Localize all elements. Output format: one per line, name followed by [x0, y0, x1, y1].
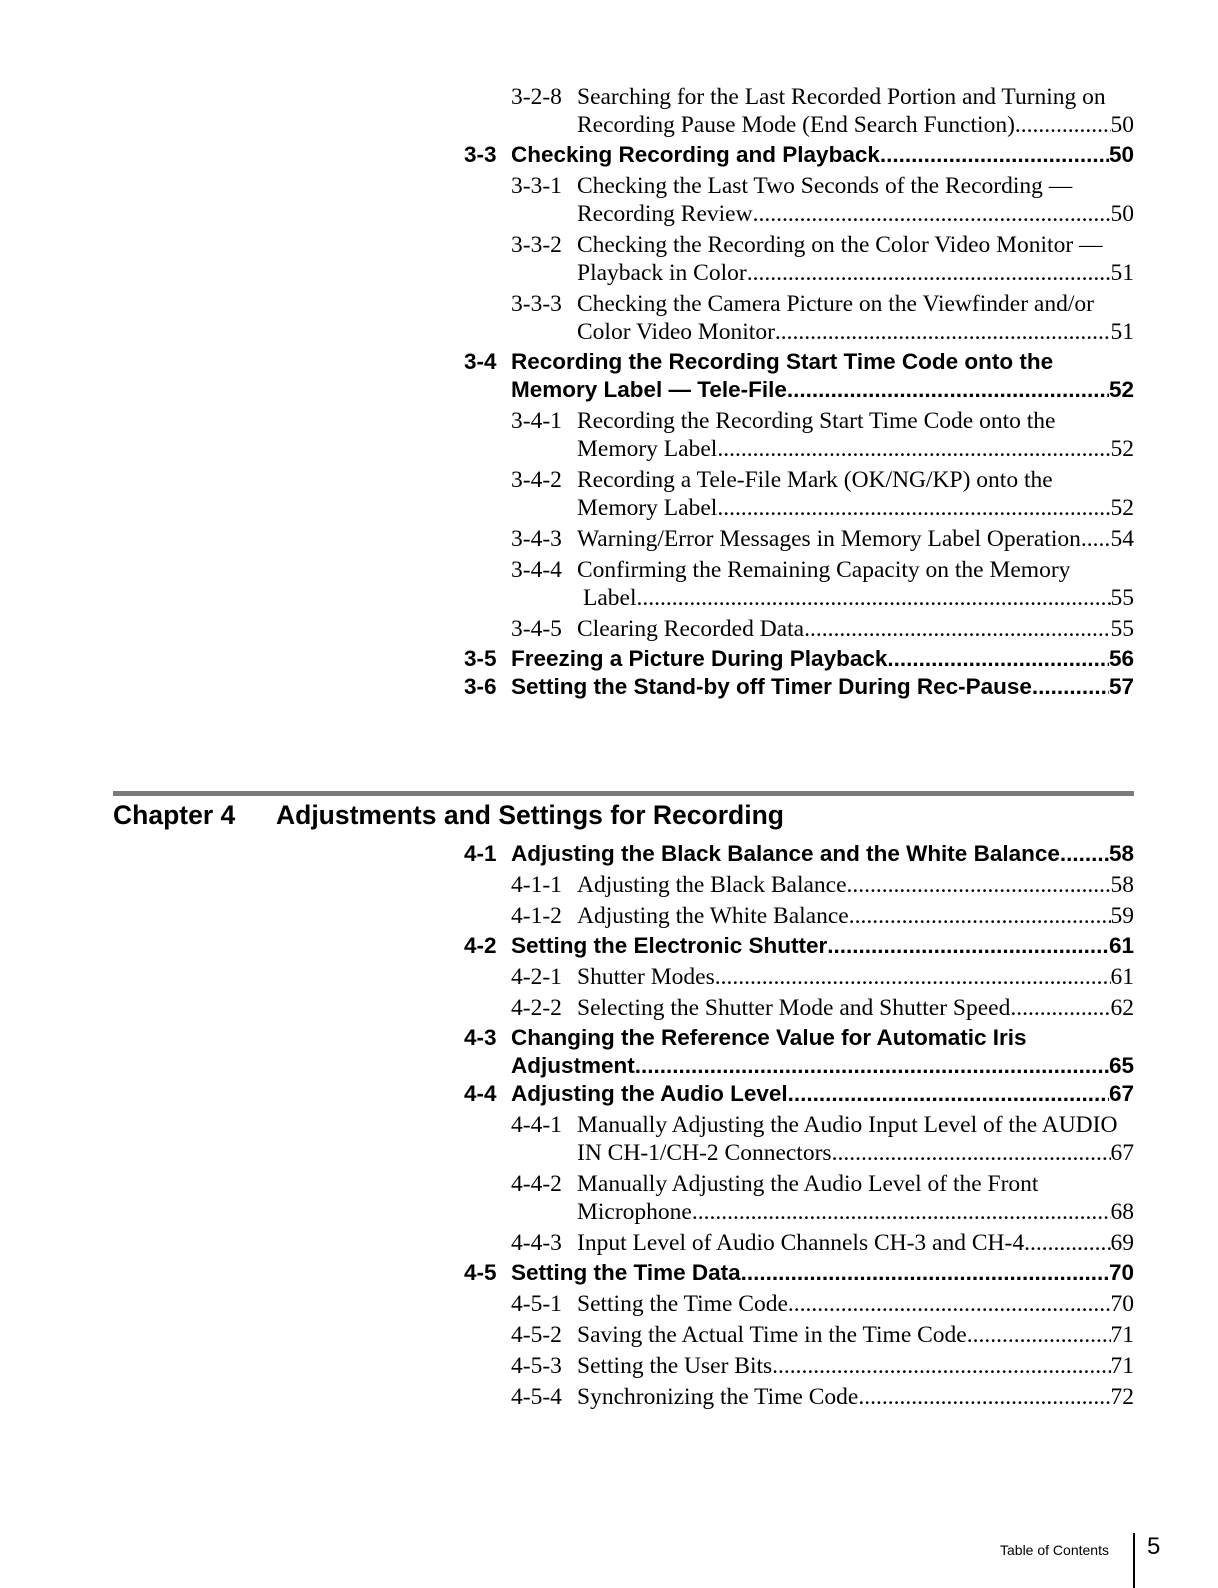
toc-entry-title: Recording Pause Mode (End Search Function)	[577, 112, 1015, 138]
toc-entry-number: 3-3-2	[511, 232, 562, 258]
toc-entry-page: 50	[1108, 142, 1134, 167]
toc-subsection-entry[interactable]	[464, 615, 1134, 643]
toc-subsection-entry[interactable]	[464, 871, 1134, 899]
dot-leader	[788, 1290, 1111, 1318]
toc-entry-number: 4-1-1	[511, 872, 562, 898]
toc-section-entry[interactable]	[464, 1024, 1134, 1080]
toc-subsection-entry[interactable]	[464, 1290, 1134, 1318]
dot-leader	[637, 584, 1111, 612]
toc-entry-number: 3-3-1	[511, 173, 562, 199]
toc-entry-number: 4-2-1	[511, 964, 562, 990]
toc-entry-title: Saving the Actual Time in the Time Code	[577, 1322, 967, 1348]
toc-entry-page: 52	[1110, 495, 1134, 521]
toc-entry-number: 4-5-1	[511, 1291, 562, 1317]
toc-entry-title: Recording the Recording Start Time Code onto the	[577, 408, 1056, 434]
dot-leader	[832, 1139, 1111, 1167]
toc-entry-title: Memory Label — Tele-File	[511, 377, 787, 402]
toc-entry-title: Adjusting the Black Balance and the White Balance	[511, 841, 1060, 866]
dot-leader	[1024, 1229, 1110, 1257]
toc-section-entry[interactable]	[464, 840, 1134, 868]
toc-entry-number: 4-2-2	[511, 995, 562, 1021]
dot-leader	[1081, 525, 1111, 553]
toc-entry-title: Recording Review	[577, 201, 753, 227]
toc-entry-title: Checking the Last Two Seconds of the Recording —	[577, 173, 1073, 199]
toc-entry-page: 69	[1110, 1230, 1134, 1256]
toc-entry-title: Manually Adjusting the Audio Level of the Front	[577, 1171, 1039, 1197]
page-number: 5	[1147, 1533, 1161, 1560]
chapter-title: Adjustments and Settings for Recording	[276, 800, 784, 830]
toc-entry-number: 4-1	[464, 841, 497, 866]
toc-entry-title: Adjustment	[511, 1053, 635, 1078]
dot-leader	[880, 141, 1109, 169]
toc-entry-title: IN CH-1/CH-2 Connectors	[577, 1140, 832, 1166]
toc-section-entry[interactable]	[464, 673, 1134, 701]
toc-entry-number: 4-4-2	[511, 1171, 562, 1197]
toc-entry-title: Memory Label	[577, 436, 718, 462]
dot-leader	[1010, 994, 1110, 1022]
toc-subsection-entry[interactable]	[464, 466, 1134, 522]
toc-entry-page: 50	[1110, 112, 1134, 138]
dot-leader	[747, 259, 1111, 287]
toc-section-entry[interactable]	[464, 141, 1134, 169]
toc-entry-number: 3-5	[464, 646, 497, 671]
toc-entry-page: 70	[1108, 1260, 1134, 1285]
chapter-divider	[113, 791, 1134, 796]
toc-entry-page: 67	[1110, 1140, 1134, 1166]
toc-entry-page: 59	[1110, 903, 1134, 929]
toc-subsection-entry[interactable]	[464, 525, 1134, 553]
dot-leader	[1032, 673, 1109, 701]
toc-entry-title: Shutter Modes	[577, 964, 715, 990]
toc-entry-title: Manually Adjusting the Audio Input Level of the AUDIO	[577, 1112, 1118, 1138]
toc-section-entry[interactable]	[464, 645, 1134, 673]
toc-subsection-entry[interactable]	[464, 1321, 1134, 1349]
toc-entry-page: 54	[1110, 526, 1134, 552]
toc-entry-title: Setting the User Bits	[577, 1353, 773, 1379]
toc-entry-page: 57	[1108, 674, 1134, 699]
toc-entry-title: Adjusting the Audio Level	[511, 1081, 788, 1106]
toc-entry-title: Warning/Error Messages in Memory Label Operation	[577, 526, 1081, 552]
toc-subsection-entry[interactable]	[464, 290, 1134, 346]
toc-section-entry[interactable]	[464, 1259, 1134, 1287]
toc-entry-title: Microphone	[577, 1199, 692, 1225]
footer-divider	[1133, 1533, 1135, 1588]
toc-entry-page: 70	[1110, 1291, 1134, 1317]
toc-entry-number: 4-2	[464, 933, 497, 958]
dot-leader	[858, 1383, 1110, 1411]
toc-entry-title: Searching for the Last Recorded Portion and Turning on	[577, 84, 1106, 110]
dot-leader	[1015, 111, 1111, 139]
toc-entry-number: 4-1-2	[511, 903, 562, 929]
toc-entry-title: Freezing a Picture During Playback	[511, 646, 888, 671]
toc-entry-page: 51	[1110, 260, 1134, 286]
toc-entry-page: 67	[1108, 1081, 1134, 1106]
toc-subsection-entry[interactable]	[464, 83, 1134, 139]
toc-entry-page: 52	[1108, 377, 1134, 402]
chapter-label: Chapter 4	[113, 800, 236, 830]
toc-entry-number: 4-4-3	[511, 1230, 562, 1256]
dot-leader	[692, 1198, 1111, 1226]
chapter-heading	[113, 798, 784, 832]
toc-entry-page: 65	[1108, 1053, 1134, 1078]
toc-entry-page: 56	[1108, 646, 1134, 671]
toc-entry-title: Adjusting the Black Balance	[577, 872, 847, 898]
toc-subsection-entry[interactable]	[464, 902, 1134, 930]
dot-leader	[1060, 840, 1109, 868]
dot-leader	[753, 200, 1111, 228]
toc-entry-title: Recording the Recording Start Time Code onto the	[511, 349, 1054, 374]
toc-entry-title: Recording a Tele-File Mark (OK/NG/KP) onto the	[577, 467, 1053, 493]
toc-entry-title: Changing the Reference Value for Automatic Iris	[511, 1025, 1027, 1050]
toc-entry-number: 3-2-8	[511, 84, 562, 110]
dot-leader	[887, 645, 1109, 673]
toc-entry-number: 3-4-5	[511, 616, 562, 642]
toc-subsection-entry[interactable]	[464, 556, 1134, 612]
toc-entry-title: Color Video Monitor	[577, 319, 775, 345]
toc-subsection-entry[interactable]	[464, 231, 1134, 287]
toc-entry-title: Setting the Stand-by off Timer During Rec-Pause	[511, 674, 1032, 699]
dot-leader	[741, 1259, 1109, 1287]
toc-entry-number: 3-4-3	[511, 526, 562, 552]
toc-subsection-entry[interactable]	[464, 172, 1134, 228]
toc-entry-title: Clearing Recorded Data	[577, 616, 805, 642]
toc-entry-number: 3-6	[464, 674, 497, 699]
toc-entry-page: 71	[1110, 1322, 1134, 1348]
dot-leader	[772, 1352, 1110, 1380]
toc-entry-page: 62	[1110, 995, 1134, 1021]
toc-entry-number: 4-4-1	[511, 1112, 562, 1138]
toc-entry-title: Memory Label	[577, 495, 718, 521]
toc-entry-page: 51	[1110, 319, 1134, 345]
toc-entry-title: Selecting the Shutter Mode and Shutter Speed	[577, 995, 1011, 1021]
dot-leader	[849, 902, 1111, 930]
toc-subsection-entry[interactable]	[464, 1111, 1134, 1167]
toc-entry-title: Checking Recording and Playback	[511, 142, 880, 167]
toc-entry-title: Setting the Time Code	[577, 1291, 788, 1317]
toc-entry-title: Setting the Electronic Shutter	[511, 933, 828, 958]
toc-entry-title: Setting the Time Data	[511, 1260, 741, 1285]
toc-entry-title: Checking the Camera Picture on the Viewfinder and/or	[577, 291, 1094, 317]
footer-section-label: Table of Contents	[1000, 1542, 1109, 1558]
toc-section-entry[interactable]	[464, 348, 1134, 404]
dot-leader	[804, 615, 1110, 643]
toc-entry-page: 50	[1110, 201, 1134, 227]
toc-subsection-entry[interactable]	[464, 407, 1134, 463]
dot-leader	[715, 963, 1111, 991]
toc-entry-page: 71	[1110, 1353, 1134, 1379]
toc-entry-title: Label	[583, 585, 637, 611]
toc-section-entry[interactable]	[464, 932, 1134, 960]
toc-entry-number: 4-5-2	[511, 1322, 562, 1348]
dot-leader	[775, 318, 1111, 346]
toc-entry-page: 55	[1110, 616, 1134, 642]
toc-entry-page: 72	[1110, 1384, 1134, 1410]
toc-entry-page: 61	[1110, 964, 1134, 990]
toc-entry-number: 4-5	[464, 1260, 497, 1285]
toc-subsection-entry[interactable]	[464, 1229, 1134, 1257]
toc-entry-number: 3-4	[464, 349, 497, 374]
toc-entry-number: 4-5-4	[511, 1384, 562, 1410]
toc-subsection-entry[interactable]	[464, 1383, 1134, 1411]
toc-entry-number: 3-3-3	[511, 291, 562, 317]
toc-entry-number: 3-4-4	[511, 557, 562, 583]
dot-leader	[827, 932, 1109, 960]
dot-leader	[847, 871, 1111, 899]
toc-entry-title: Checking the Recording on the Color Video Monitor —	[577, 232, 1103, 258]
toc-entry-number: 3-4-2	[511, 467, 562, 493]
toc-entry-page: 52	[1110, 436, 1134, 462]
toc-entry-title: Playback in Color	[577, 260, 747, 286]
toc-entry-page: 68	[1110, 1199, 1134, 1225]
toc-continued	[464, 80, 1134, 701]
toc-entry-number: 4-3	[464, 1025, 497, 1050]
toc-entry-page: 61	[1108, 933, 1134, 958]
toc-entry-title: Confirming the Remaining Capacity on the Memory	[577, 557, 1071, 583]
toc-entry-title: Synchronizing the Time Code	[577, 1384, 859, 1410]
toc-subsection-entry[interactable]	[464, 994, 1134, 1022]
toc-entry-page: 58	[1110, 872, 1134, 898]
toc-entry-page: 58	[1108, 841, 1134, 866]
dot-leader	[717, 494, 1110, 522]
dot-leader	[788, 1080, 1109, 1108]
toc-subsection-entry[interactable]	[464, 963, 1134, 991]
toc-chapter4	[464, 840, 1134, 1411]
dot-leader	[787, 376, 1109, 404]
dot-leader	[717, 435, 1110, 463]
toc-entry-number: 3-4-1	[511, 408, 562, 434]
toc-entry-title: Input Level of Audio Channels CH-3 and CH-4	[577, 1230, 1025, 1256]
toc-subsection-entry[interactable]	[464, 1170, 1134, 1226]
toc-subsection-entry[interactable]	[464, 1352, 1134, 1380]
toc-entry-number: 4-4	[464, 1081, 497, 1106]
toc-section-entry[interactable]	[464, 1080, 1134, 1108]
toc-entry-title: Adjusting the White Balance	[577, 903, 849, 929]
toc-entry-number: 4-5-3	[511, 1353, 562, 1379]
dot-leader	[635, 1052, 1109, 1080]
dot-leader	[967, 1321, 1111, 1349]
toc-entry-number: 3-3	[464, 142, 497, 167]
toc-entry-page: 55	[1110, 585, 1134, 611]
